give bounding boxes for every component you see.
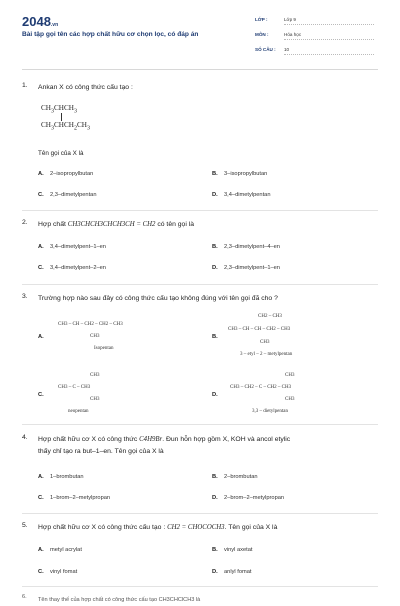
structure-3b-main: CH3 – CH – CH – CH2 – CH3	[228, 327, 291, 332]
question-text: Ankan X có công thức cấu tạo :	[38, 84, 133, 91]
structure-3c-main: CH3 – C – CH3	[58, 385, 91, 390]
option-3a[interactable]: A.	[38, 334, 44, 340]
structure-3a-branch: CH3	[90, 334, 100, 339]
structure-top: $CH_3CHCH_3$	[41, 104, 77, 115]
question-separator	[22, 424, 378, 425]
option-4b[interactable]: B. 2–brombutan	[212, 474, 258, 480]
option-1b[interactable]: B. 3–isopropylbutan	[212, 171, 268, 177]
page-title: Bài tập gọi tên các hợp chất hữu cơ chọn lọc, có đáp án	[22, 31, 199, 38]
question-separator	[22, 513, 378, 514]
option-5c[interactable]: C. vinyl fomat	[38, 569, 78, 575]
structure-3d-name: 3,3 – dietylpentan	[252, 409, 288, 414]
header-divider	[22, 69, 378, 70]
structure-3d-bottom: CH3	[285, 397, 295, 402]
structure-3d-main: CH3 – CH2 – C – CH2 – CH3	[230, 385, 292, 390]
option-2c[interactable]: C. 3,4–dimetylpent–2–en	[38, 265, 106, 271]
option-1d[interactable]: D. 3,4–dimetylpentan	[212, 192, 271, 198]
bond-line	[61, 113, 62, 121]
option-2a[interactable]: A. 3,4–dimetylpent–1–en	[38, 244, 106, 250]
structure-bottom: $CH_3CHCH_2CH_3$	[41, 121, 90, 132]
option-3b[interactable]: B.	[212, 334, 218, 340]
structure-3b-branch: CH3	[260, 340, 270, 345]
structure-3a-name: Isopentan	[94, 346, 114, 351]
structure-3b-top: CH2 – CH3	[258, 314, 282, 319]
option-4d[interactable]: D. 2–brom–2–metylpropan	[212, 495, 285, 501]
structure-3c-bottom: CH3	[90, 397, 100, 402]
meta-count: SỐ CÂU : 10	[255, 47, 289, 52]
site-logo[interactable]: 2048.vn	[22, 14, 59, 29]
option-2b[interactable]: B. 2,3–dimetylpent–4–en	[212, 244, 280, 250]
meta-class: LỚP : Lớp 9	[255, 17, 296, 22]
structure-3d-top: CH3	[285, 373, 295, 378]
option-4c[interactable]: C. 1–brom–2–metylpropan	[38, 495, 111, 501]
option-3d[interactable]: D.	[212, 392, 218, 398]
option-2d[interactable]: D. 2,3–dimetylpent–1–en	[212, 265, 280, 271]
structure-3c-top: CH3	[90, 373, 100, 378]
question-separator	[22, 210, 378, 211]
question-separator	[22, 586, 378, 587]
option-5d[interactable]: D. anlyl fomat	[212, 569, 252, 575]
structure-3a-main: CH3 – CH – CH2 – CH2 – CH3	[58, 322, 123, 327]
meta-subject: MÔN : Hóa học	[255, 32, 301, 37]
question-separator	[22, 284, 378, 285]
structure-3b-name: 3 – etyl – 2 – metylpentan	[240, 352, 293, 357]
option-5a[interactable]: A. metyl acrylat	[38, 547, 82, 553]
page-header	[0, 0, 400, 68]
option-1a[interactable]: A. 2–isopropylbutan	[38, 171, 94, 177]
option-5b[interactable]: B. vinyl axetat	[212, 547, 253, 553]
structure-3c-name: neopentan	[68, 409, 89, 414]
option-3c[interactable]: C.	[38, 392, 44, 398]
option-4a[interactable]: A. 1–brombutan	[38, 474, 84, 480]
question-number: 1.	[22, 82, 28, 89]
option-1c[interactable]: C. 2,3–dimetylpentan	[38, 192, 97, 198]
